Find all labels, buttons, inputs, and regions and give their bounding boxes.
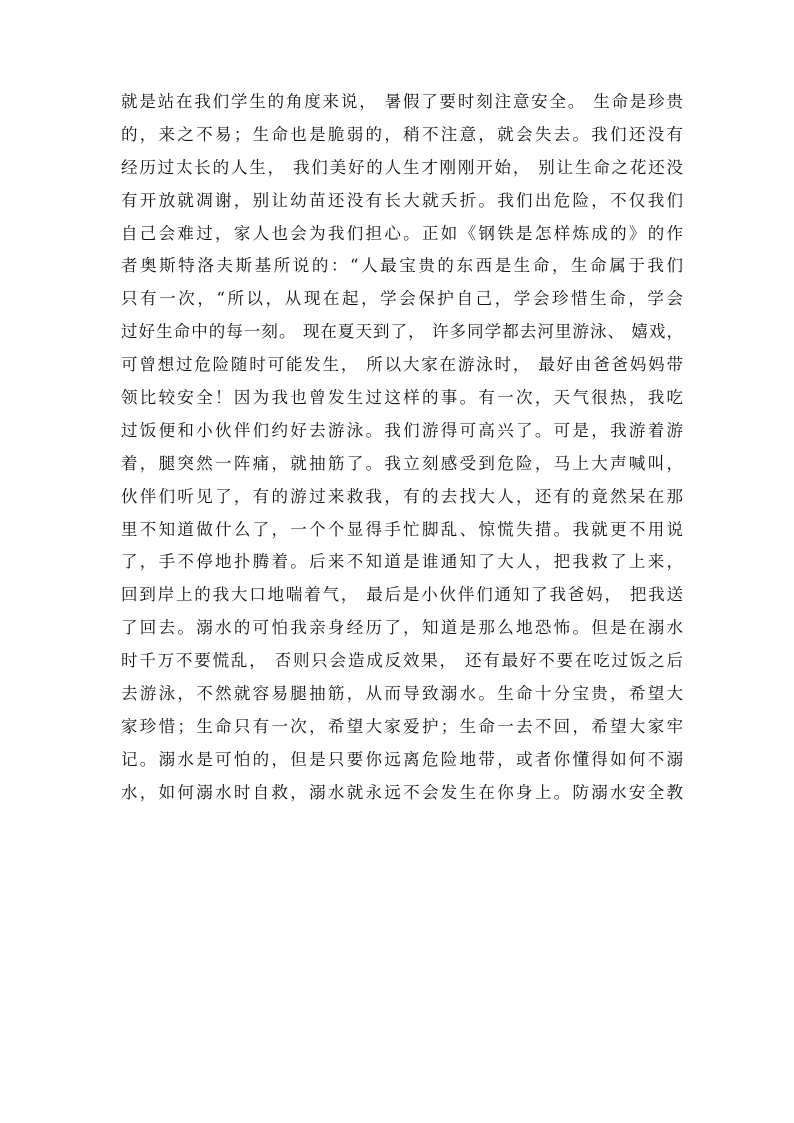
text-line: 就是站在我们学生的角度来说， 暑假了要时刻注意安全。 生命是珍贵 bbox=[121, 92, 683, 111]
text-line: 伙伴们听见了，有的游过来救我，有的去找大人，还有的竟然呆在那 bbox=[121, 486, 683, 506]
text-line: 过饭便和小伙伴们约好去游泳。我们游得可高兴了。可是，我游着游 bbox=[121, 420, 683, 440]
text-line: 里不知道做什么了，一个个显得手忙脚乱、惊慌失措。我就更不用说 bbox=[121, 519, 683, 539]
text-line: 时千万不要慌乱， 否则只会造成反效果， 还有最好不要在吃过饭之后 bbox=[121, 651, 683, 671]
text-line: 回到岸上的我大口地喘着气， 最后是小伙伴们通知了我爸妈， 把我送 bbox=[121, 585, 683, 605]
text-line: 家珍惜；生命只有一次，希望大家爱护；生命一去不回，希望大家牢 bbox=[121, 716, 683, 736]
text-line: 过好生命中的每一刻。 现在夏天到了， 许多同学都去河里游泳、 嬉戏， bbox=[121, 322, 683, 342]
text-line: 经历过太长的人生， 我们美好的人生才刚刚开始， 别让生命之花还没 bbox=[121, 157, 683, 177]
text-line: 记。溺水是可怕的，但是只要你远离危险地带，或者你懂得如何不溺 bbox=[121, 749, 683, 769]
text-line: 去游泳，不然就容易腿抽筋，从而导致溺水。生命十分宝贵，希望大 bbox=[121, 684, 683, 704]
text-line: 只有一次，“所以，从现在起，学会保护自己，学会珍惜生命，学会 bbox=[121, 289, 683, 309]
text-line: 了回去。溺水的可怕我亲身经历了，知道是那么地恐怖。但是在溺水 bbox=[121, 618, 683, 638]
document-body bbox=[121, 86, 683, 810]
text-line: 者奥斯特洛夫斯基所说的：“人最宝贵的东西是生命，生命属于我们 bbox=[121, 256, 683, 276]
text-line: 领比较安全！因为我也曾发生过这样的事。有一次，天气很热，我吃 bbox=[121, 388, 683, 408]
text-line: 有开放就凋谢，别让幼苗还没有长大就夭折。我们出危险，不仅我们 bbox=[121, 190, 683, 210]
text-line: 可曾想过危险随时可能发生， 所以大家在游泳时， 最好由爸爸妈妈带 bbox=[121, 355, 683, 375]
text-line: 的，来之不易；生命也是脆弱的，稍不注意，就会失去。我们还没有 bbox=[121, 124, 683, 144]
text-line: 了，手不停地扑腾着。后来不知道是谁通知了大人，把我救了上来， bbox=[121, 552, 683, 572]
text-line: 水，如何溺水时自救，溺水就永远不会发生在你身上。防溺水安全教 bbox=[121, 782, 683, 802]
text-line: 自己会难过，家人也会为我们担心。正如《钢铁是怎样炼成的》的作 bbox=[121, 223, 683, 243]
text-line: 着，腿突然一阵痛，就抽筋了。我立刻感受到危险，马上大声喊叫， bbox=[121, 453, 683, 473]
